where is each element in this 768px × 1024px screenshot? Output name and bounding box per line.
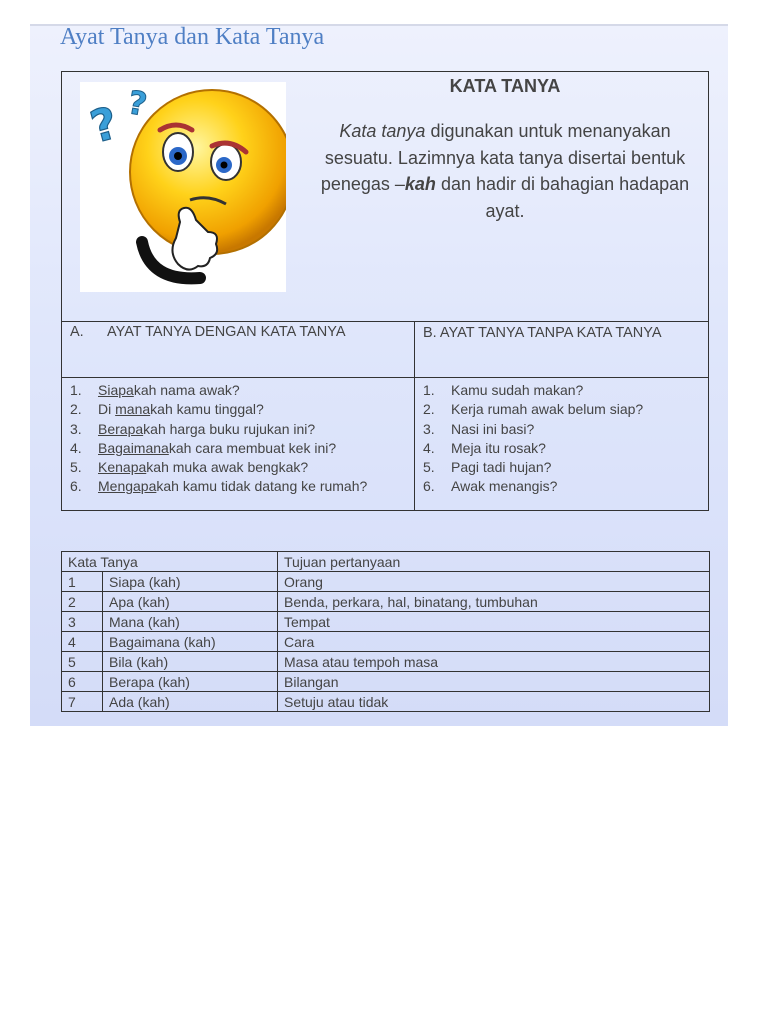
list-item [423,381,700,400]
row-number: 3 [62,612,103,632]
svg-text:?: ? [85,97,124,154]
table-row [62,592,710,612]
item-text: Pagi tadi hujan? [451,459,552,476]
item-number: 5. [423,459,435,476]
suffix-kah: kah [404,174,436,194]
column-a-header [62,321,415,378]
question-word: Berapa [98,420,144,437]
list-item [423,439,700,458]
item-text: Meja itu rosak? [451,439,546,456]
row-kata: Siapa (kah) [103,572,278,592]
row-number: 4 [62,632,103,652]
list-item [70,458,406,477]
header-kata-tanya: Kata Tanya [62,552,278,572]
list-item [423,477,700,496]
item-number: 2. [423,401,435,418]
row-kata: Apa (kah) [103,592,278,612]
row-tujuan: Masa atau tempoh masa [278,652,710,672]
item-text: kah harga buku rujukan ini? [143,420,316,437]
definition-text-2: dan hadir di bahagian hadapan ayat. [435,174,690,221]
kata-tanya-table [61,551,710,712]
list-item [70,381,406,400]
list-item [70,400,406,419]
row-tujuan: Benda, perkara, hal, binatang, tumbuhan [278,592,710,612]
document-title: Ayat Tanya dan Kata Tanya [60,24,325,50]
row-kata: Bila (kah) [103,652,278,672]
row-number: 5 [62,652,103,672]
table-row [62,672,710,692]
item-number: 1. [70,382,82,398]
column-b-list [415,378,708,510]
list-item [70,477,406,496]
question-word: Kenapa [98,459,147,476]
thinking-smiley-icon [80,82,286,292]
term-kata-tanya: Kata tanya [339,121,426,141]
item-text: Di [98,401,116,418]
row-tujuan: Cara [278,632,710,652]
row-number: 2 [62,592,103,612]
item-text: Kamu sudah makan? [451,382,584,398]
item-text: Kerja rumah awak belum siap? [451,401,644,418]
row-kata: Bagaimana (kah) [103,632,278,652]
header-tujuan: Tujuan pertanyaan [278,552,710,572]
table-header-row [62,552,710,572]
row-tujuan: Tempat [278,612,710,632]
table-row [62,632,710,652]
column-a-letter: A. [70,324,84,340]
item-number: 3. [423,420,435,437]
list-item [423,400,700,419]
table-row [62,612,710,632]
item-number: 2. [70,401,82,418]
item-number: 4. [70,439,82,456]
column-a-list [62,378,415,510]
item-text: kah nama awak? [133,382,240,398]
row-kata: Berapa (kah) [103,672,278,692]
item-number: 5. [70,459,82,476]
kata-tanya-heading: KATA TANYA [449,76,561,96]
row-tujuan: Bilangan [278,672,710,692]
table-row [62,692,710,712]
row-tujuan: Setuju atau tidak [278,692,710,712]
item-number: 3. [70,420,82,437]
item-text: kah kamu tinggal? [150,401,264,418]
question-word: Mengapa [98,478,157,495]
intro-section [62,72,708,322]
list-item [423,420,700,439]
question-word: Siapa [98,382,134,398]
kata-tanya-definition [310,118,700,224]
row-kata: Ada (kah) [103,692,278,712]
item-text: kah cara membuat kek ini? [168,439,337,456]
item-number: 4. [423,439,435,456]
row-tujuan: Orang [278,572,710,592]
item-number: 6. [423,478,435,495]
item-text: kah kamu tidak datang ke rumah? [156,478,368,495]
row-number: 7 [62,692,103,712]
item-text: kah muka awak bengkak? [146,459,309,476]
item-text: Awak menangis? [451,478,558,495]
item-number: 6. [70,478,82,495]
list-item [70,420,406,439]
definition-text-1: digunakan untuk menanyakan sesuatu. Lazimnya kata tanya disertai bentuk penegas – [320,121,686,194]
question-word: Bagaimana [98,439,169,456]
item-text: Nasi ini basi? [451,420,535,437]
list-item [70,439,406,458]
question-word: mana [115,401,151,418]
row-number: 1 [62,572,103,592]
kata-tanya-box [61,71,709,511]
column-a-title: AYAT TANYA DENGAN KATA TANYA [107,324,346,340]
row-number: 6 [62,672,103,692]
table-row [62,652,710,672]
item-number: 1. [423,382,435,398]
list-item [423,458,700,477]
column-b-header: B. AYAT TANYA TANPA KATA TANYA [415,321,708,378]
row-kata: Mana (kah) [103,612,278,632]
table-row [62,572,710,592]
svg-text:?: ? [124,83,150,124]
